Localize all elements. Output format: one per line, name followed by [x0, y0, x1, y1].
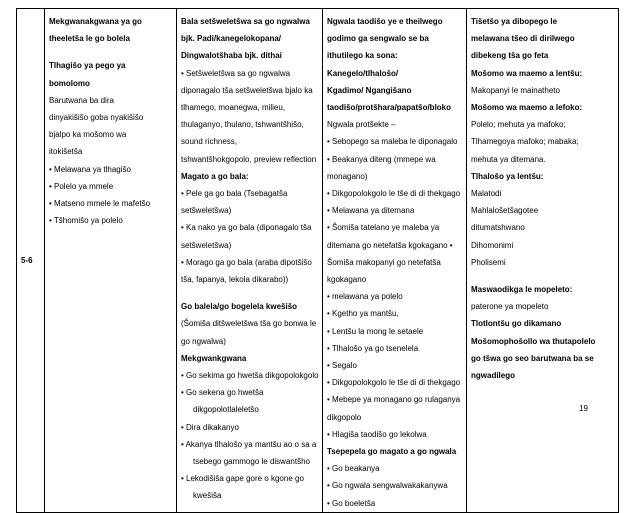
cell-line: • Matseno mmele le mafetšo: [49, 199, 151, 209]
cell-heading: ngwadilego: [471, 371, 515, 381]
cell-heading: Dingwalotšhaba bjk. dithai: [181, 51, 282, 61]
cell-heading: Bala setšweletšwa sa go ngwalwa: [181, 17, 310, 26]
reading-viewing-column: [177, 9, 323, 513]
cell-line: • Mebepe ya monagano go rulaganya: [327, 395, 461, 405]
cell-line: Ngwala protšekte –: [327, 120, 396, 130]
cell-heading: Mošomo wa maemo a lefoko:: [471, 103, 583, 113]
cell-line: • Šomiša tatelano ye maleba ya: [327, 223, 440, 233]
language-structures-column: [467, 9, 619, 513]
cell-line: (Šomiša ditšweletšwa tša go bonwa le: [181, 319, 317, 329]
cell-line: • melawana ya polelo: [327, 292, 403, 302]
cell-line: bjalpo ka mošomo wa: [49, 130, 127, 140]
cell-line: • Go ngwala sengwalwakakanywa: [327, 481, 448, 491]
cell-line: • Tlhalošo ya go tsenelela: [327, 343, 419, 353]
cell-line: tlhamego, moanegwa, milieu,: [181, 103, 286, 113]
cell-heading: theeletša le go bolela: [49, 34, 130, 44]
page-number: 19: [579, 404, 588, 413]
cell-line: Dihomonimi: [471, 240, 514, 250]
spacer: [49, 47, 173, 57]
cell-line: • Morago ga go bala (araba dipotšišo: [181, 257, 312, 267]
cell-line: • Go sekima go hwetša dikgopolokgolo: [181, 371, 319, 381]
cell-heading: Mošomo wa maemo a lentšu:: [471, 68, 583, 78]
cell-line: tsebego gammogo le diswantšho: [193, 457, 310, 467]
cell-heading: Tlhalošo ya lentšu:: [471, 171, 544, 181]
cell-heading: godimo ga sengwalo se ba: [327, 34, 429, 44]
cell-heading: bjk. Padi/kanegelokopana/: [181, 34, 282, 44]
cell-line: • Go boeletša: [327, 498, 376, 508]
cell-line: • Dikgopolokgolo le tše di di thekgago: [327, 189, 461, 199]
cell-line: thulaganyo, thulano, tshwantšhišo,: [181, 120, 304, 130]
cell-line: go ngwalwa): [181, 336, 226, 346]
cell-line: setšweletšwa): [181, 240, 232, 250]
cell-line: tshwantšhokgopolo, preview reflection: [181, 154, 317, 164]
cell-line: Mahlalošetšagotee: [471, 206, 539, 216]
cell-line: mehuta ya ditemana.: [471, 154, 546, 164]
cell-line: • Sebopego sa maleba le diponagalo: [327, 137, 458, 147]
cell-line: Tlhamegoya mafoko; mabaka;: [471, 137, 579, 147]
cell-line: itokišetša: [49, 147, 83, 157]
cell-line: • Melawana ya tlhagišo: [49, 164, 131, 174]
table-row: [17, 9, 619, 513]
cell-line: ditumatshwano: [471, 223, 525, 233]
cell-line: • Kgetho ya mantšu,: [327, 309, 399, 319]
writing-presenting-column: [323, 9, 467, 513]
cell-heading: go tšwa go seo barutwana ba se: [471, 353, 594, 363]
cell-line: • Tšhomišo ya polelo: [49, 216, 123, 226]
cell-line: sound richness,: [181, 137, 238, 147]
cell-line: monagano): [327, 171, 368, 181]
cell-line: • Polelo ya mmele: [49, 181, 114, 191]
cell-line: • Setšweletšwa sa go ngwalwa: [181, 68, 291, 78]
cell-line: • Melawana ya ditemana: [327, 206, 415, 216]
cell-line: • Beakanya diteng (mmepe wa: [327, 154, 436, 164]
cell-heading: Tišetšo ya dibopego le: [471, 17, 558, 26]
cell-line: Šomiša makopanyi go netefatša: [327, 257, 441, 267]
cell-heading: dibekeng tša go feta: [471, 51, 549, 61]
cell-line: • Lekodišiša gape gore o kgone go: [181, 474, 304, 484]
cell-line: dinyakišišo goba nyakišišo: [49, 113, 144, 123]
cell-line: • Go sekena go hwetša: [181, 388, 264, 398]
cell-line: • Lentšu la mong le setaele: [327, 326, 424, 336]
cell-heading: Kgadimo/ Ngangišano: [327, 85, 412, 95]
cell-heading: Go balela/go bogelela kwešišo: [181, 302, 298, 312]
cell-line: • Segalo: [327, 361, 357, 371]
cell-heading: ithutilego ka sona:: [327, 51, 398, 61]
cell-heading: melawana tšeo di dirilwego: [471, 34, 575, 44]
cell-heading: bomolomo: [49, 78, 90, 88]
cell-line: Barutwana ba dira: [49, 95, 114, 105]
cell-heading: Tsepepela go magato a go ngwala: [327, 447, 457, 457]
cell-line: tša, fapanya, lekola dikarabo)): [181, 275, 289, 285]
cell-heading: Maswaodikga le mopeleto:: [471, 285, 573, 295]
cell-heading: Kanegelo/tlhalošo/: [327, 68, 399, 78]
cell-line: setšweletšwa): [181, 206, 232, 216]
cell-heading: Magato a go bala:: [181, 171, 249, 181]
curriculum-table: [16, 8, 619, 513]
listening-speaking-column: [45, 9, 177, 513]
cell-line: • Go beakanya: [327, 464, 380, 474]
week-cell: [17, 9, 45, 513]
cell-heading: Mekgwanakgwana ya go: [49, 17, 142, 26]
cell-line: Makopanyi le mainatheto: [471, 85, 560, 95]
cell-heading: taodišo/protšhara/papatšo/bloko: [327, 103, 452, 113]
week-label: 5-6: [21, 255, 33, 265]
cell-line: kgokagano: [327, 275, 367, 285]
cell-line: diponagalo tša setšweletšwa bjalo ka: [181, 85, 313, 95]
cell-line: dikgopolotlaleletšo: [193, 405, 259, 415]
cell-line: Pholisemi: [471, 257, 506, 267]
cell-line: • Dikgopolokgolo le tše di di thekgago: [327, 378, 461, 388]
cell-line: • Hlagiša taodišo go lekolwa: [327, 429, 427, 439]
cell-heading: Tlhagišo ya pego ya: [49, 61, 126, 71]
cell-line: ditemana go netefatša kgokagano •: [327, 240, 453, 250]
cell-line: Malatodi: [471, 189, 502, 199]
cell-heading: Mošomophošollo wa thutapolelo: [471, 336, 596, 346]
spacer: [471, 271, 615, 281]
cell-heading: Ngwala taodišo ye e theilwego: [327, 17, 443, 26]
cell-line: • Pele ga go bala (Tsebagatša: [181, 189, 288, 199]
cell-line: Polelo; mehuta ya mafoko;: [471, 120, 566, 130]
cell-heading: Tlotlontšu go dikamano: [471, 319, 562, 329]
spacer: [181, 288, 319, 298]
cell-line: • Ka nako ya go bala (diponagalo tša: [181, 223, 312, 233]
cell-line: dikgopolo: [327, 412, 362, 422]
cell-line: paterone ya mopeleto: [471, 302, 549, 312]
cell-line: kwešiša: [193, 491, 222, 501]
cell-heading: Mekgwankgwana: [181, 353, 247, 363]
cell-line: • Dira dikakanyo: [181, 422, 239, 432]
cell-line: • Akanya tlhalošo ya mantšu ao o sa a: [181, 439, 317, 449]
